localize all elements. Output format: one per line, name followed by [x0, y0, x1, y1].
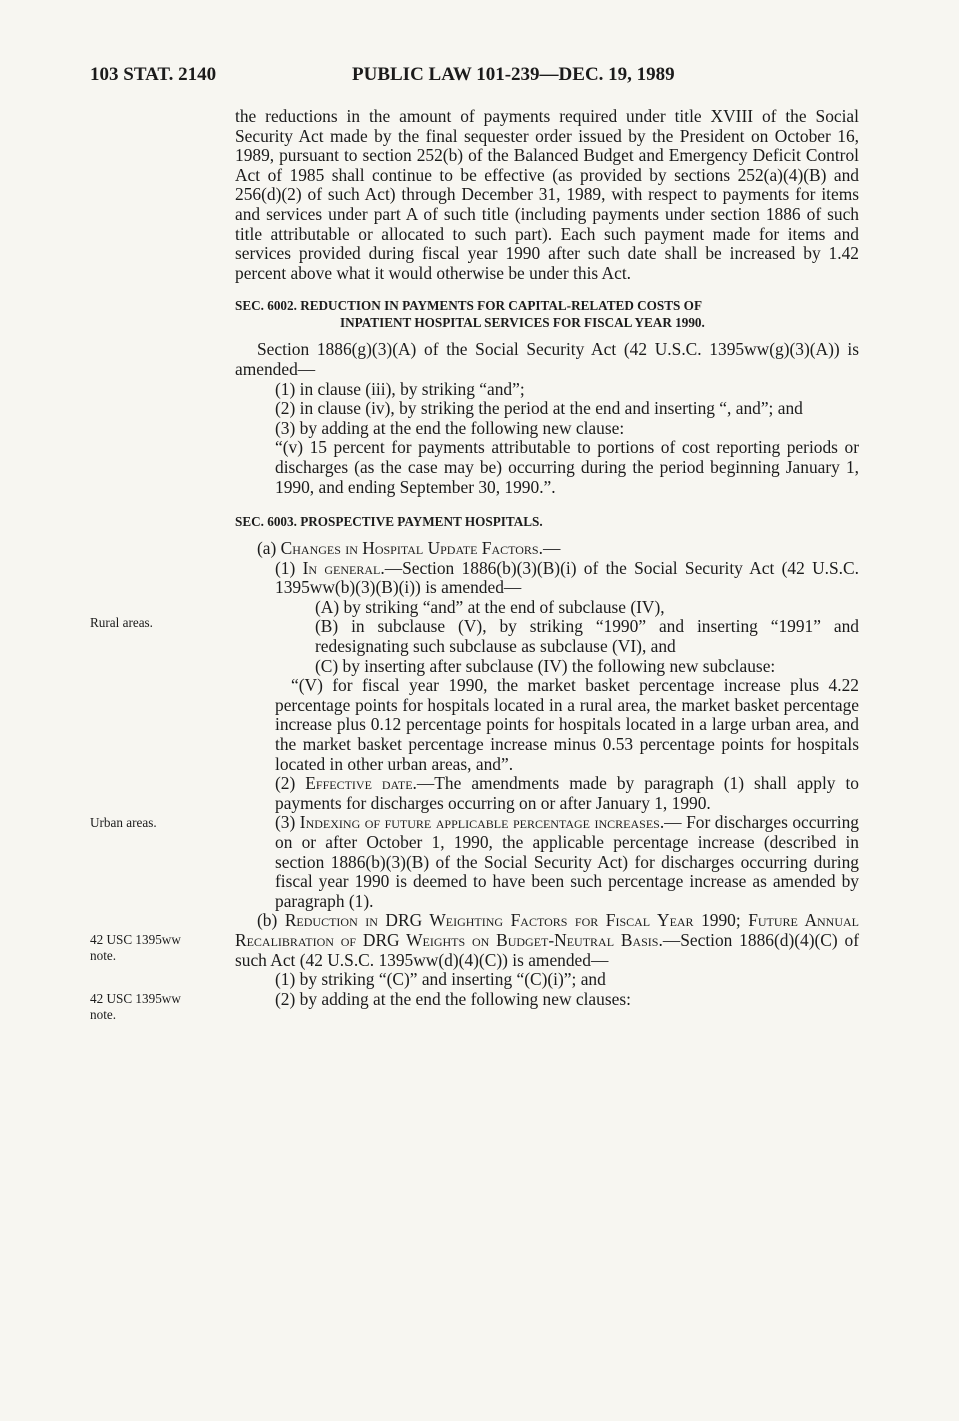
sec-6002-heading-line2: INPATIENT HOSPITAL SERVICES FOR FISCAL YEAR 1990. — [340, 315, 705, 331]
subsection-b-title: Reduction in DRG Weighting Factors for Fiscal Year 1990; Future Annual Recalibration of DRG Weights on Budget-Neutral Basis. — [235, 910, 859, 950]
subclause-V: “(V) for fiscal year 1990, the market basket percentage increase plus 4.22 percentage points for hospitals located in a rural area, the market basket percentage increase plus 0.12 percentage points for hospitals located in a large urban area, and the market basket percentage increase minus 0.53 percentage points for hospitals located in other urban areas, and”. — [275, 675, 859, 774]
sec-6002-clause-1: (1) in clause (iii), by striking “and”; — [275, 378, 525, 399]
margin-note-rural: Rural areas. — [90, 615, 153, 630]
margin-note-usc-1 — [90, 932, 220, 964]
law-citation: PUBLIC LAW 101-239—DEC. 19, 1989 — [352, 64, 675, 85]
subsection-b-text: —Section 1886(d)(4)(C) of such Act (42 U.S.C. 1395ww(d)(4)(C)) is amended— — [235, 929, 859, 970]
paragraph-a1-title: In general. — [302, 557, 385, 578]
main-text — [235, 107, 859, 1009]
paragraph-a1-text: —Section 1886(b)(3)(B)(i) of the Social Security Act (42 U.S.C. 1395ww(b)(3)(B)(i)) is amended— — [275, 557, 859, 598]
subsection-b-clause-1: (1) by striking “(C)” and inserting “(C)(i)”; and — [275, 969, 606, 990]
subsection-b-prefix: (b) — [257, 910, 285, 931]
margin-note-usc-2-line1: 42 USC 1395ww — [90, 991, 181, 1006]
subparagraph-B: (B) in subclause (V), by striking “1990” and inserting “1991” and redesignating such subclause as subclause (VI), and — [315, 616, 859, 657]
margin-note-usc-1-line1: 42 USC 1395ww — [90, 932, 181, 947]
paragraph-a3-text: For discharges occurring on or after October 1, 1990, the applicable percentage increase (described in section 1886(b)(3)(B) of the Social Security Act) for discharges occurring during fiscal year 1990 is deemed to have been such percentage increase as amended by paragraph (1). — [275, 812, 859, 911]
sec-6002-lead: Section 1886(g)(3)(A) of the Social Security Act (42 U.S.C. 1395ww(g)(3)(A)) is amended— — [235, 339, 859, 379]
paragraph-a3-title: Indexing of future applicable percentage increases.— — [299, 812, 682, 833]
paragraph-a1-prefix: (1) — [275, 557, 303, 578]
sec-6002-clause-v: “(v) 15 percent for payments attributable to portions of cost reporting periods or discharges (as the case may be) occurring during the period beginning January 1, 1990, and ending September 30, 1990.”. — [275, 437, 859, 497]
margin-note-usc-2-line2: note. — [90, 1007, 117, 1022]
margin-note-usc-1-line2: note. — [90, 948, 117, 963]
subsection-b-clause-2: (2) by adding at the end the following new clauses: — [275, 988, 631, 1009]
subsection-b — [235, 911, 859, 970]
margin-note-usc-2 — [90, 991, 220, 1023]
paragraph-a2 — [235, 774, 859, 813]
subsection-a-prefix: (a) — [257, 538, 281, 559]
paragraph-a1 — [235, 559, 859, 598]
paragraph-a2-prefix: (2) — [275, 773, 306, 794]
sec-6002-clause-3: (3) by adding at the end the following new clause: — [275, 417, 625, 438]
subsection-a-title: Changes in Hospital Update Factors.— — [280, 538, 561, 559]
subparagraph-A: (A) by striking “and” at the end of subclause (IV), — [315, 596, 665, 617]
intro-paragraph: the reductions in the amount of payments required under title XVIII of the Social Security Act made by the final sequester order issued by the President on October 16, 1989, pursuant to section 252(b) of the Balanced Budget and Emergency Deficit Control Act of 1985 shall continue to be effective (as provided by sections 252(a)(4)(B) and 256(d)(2) of such Act) through December 31, 1989, with respect to payments for items and services under part A of such title (including payments under section 1886 of such title attributable or allocated to such part). Each such payment made for items and services provided during fiscal year 1990 after such date shall be increased by 1.42 percent above what it would otherwise be under this Act. — [235, 106, 859, 283]
subsection-a-heading — [235, 539, 859, 559]
paragraph-a3 — [235, 813, 859, 911]
sec-6002-heading-line1: SEC. 6002. REDUCTION IN PAYMENTS FOR CAPITAL-RELATED COSTS OF — [235, 298, 702, 314]
sec-6002-heading — [235, 297, 859, 331]
paragraph-a2-title: Effective date. — [305, 773, 417, 794]
paragraph-a3-prefix: (3) — [275, 812, 300, 833]
margin-note-urban: Urban areas. — [90, 815, 157, 830]
subparagraph-C: (C) by inserting after subclause (IV) the following new subclause: — [315, 655, 776, 676]
page-header — [90, 64, 870, 90]
paragraph-a2-text: —The amendments made by paragraph (1) shall apply to payments for discharges occurring on or after January 1, 1990. — [275, 773, 859, 813]
sec-6003-heading: SEC. 6003. PROSPECTIVE PAYMENT HOSPITALS. — [235, 514, 543, 530]
sec-6002-clause-2: (2) in clause (iv), by striking the period at the end and inserting “, and”; and — [275, 398, 803, 419]
stat-citation: 103 STAT. 2140 — [90, 64, 217, 85]
